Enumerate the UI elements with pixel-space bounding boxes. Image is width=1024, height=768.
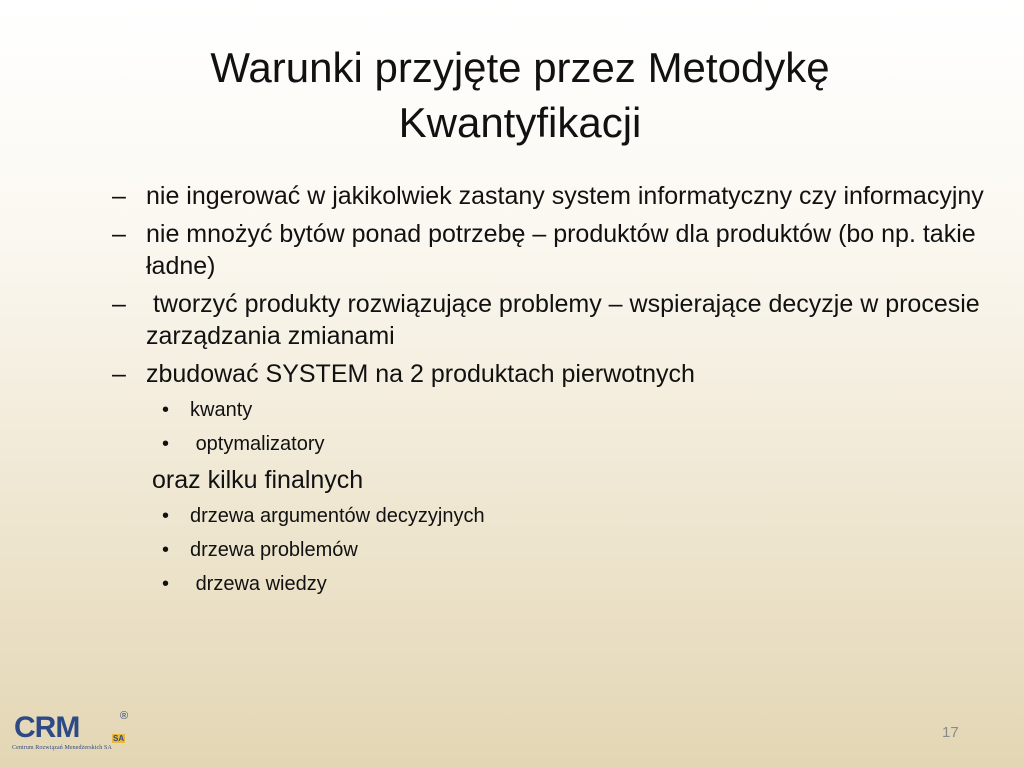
sub-list-item <box>162 570 992 598</box>
dash-marker: – <box>112 290 126 318</box>
title-line-1: Warunki przyjęte przez Metodykę <box>210 44 830 91</box>
sub-list-item-text: optymalizatory <box>190 433 325 455</box>
registered-mark: ® <box>120 710 129 722</box>
sub-list-item <box>162 536 992 564</box>
logo-sa-badge: SA <box>113 734 125 743</box>
slide-content <box>112 180 992 604</box>
list-item-text: zbudować SYSTEM na 2 produktach pierwotnych <box>146 360 695 388</box>
sub-list-item-text: drzewa wiedzy <box>190 573 327 595</box>
bullet-marker: • <box>162 399 170 421</box>
bullet-marker: • <box>162 433 170 455</box>
dash-marker: – <box>112 220 126 248</box>
title-line-2: Kwantyfikacji <box>398 99 642 146</box>
bullet-marker: • <box>162 539 170 561</box>
plain-text: oraz kilku finalnych <box>152 466 364 494</box>
logo-subtitle: Centrum Rozwiązań Menedżerskich SA <box>12 745 112 751</box>
list-item-text: nie mnożyć bytów ponad potrzebę – produktów dla produktów (bo np. takie ładne) <box>146 220 976 280</box>
list-item <box>112 358 992 390</box>
sub-list-item <box>162 396 992 424</box>
sub-list-item-text: kwanty <box>190 399 253 421</box>
sub-list-item-text: drzewa argumentów decyzyjnych <box>190 505 485 527</box>
slide-title <box>60 40 980 150</box>
dash-marker: – <box>112 360 126 388</box>
bullet-marker: • <box>162 505 170 527</box>
list-item <box>112 288 992 352</box>
sub-list-item <box>162 430 992 458</box>
dash-marker: – <box>112 182 126 210</box>
bullet-marker: • <box>162 573 170 595</box>
sub-list-item-text: drzewa problemów <box>190 539 358 561</box>
list-item-text: tworzyć produkty rozwiązujące problemy – wspierające decyzje w procesie zarządzania zmianami <box>146 290 987 350</box>
logo-wordmark: CRM <box>14 711 80 744</box>
list-item <box>112 180 992 212</box>
crm-logo <box>12 712 137 756</box>
list-item-text: nie ingerować w jakikolwiek zastany system informatyczny czy informacyjny <box>146 182 984 210</box>
sub-list-item <box>162 502 992 530</box>
page-number: 17 <box>942 724 959 741</box>
list-item <box>112 218 992 282</box>
